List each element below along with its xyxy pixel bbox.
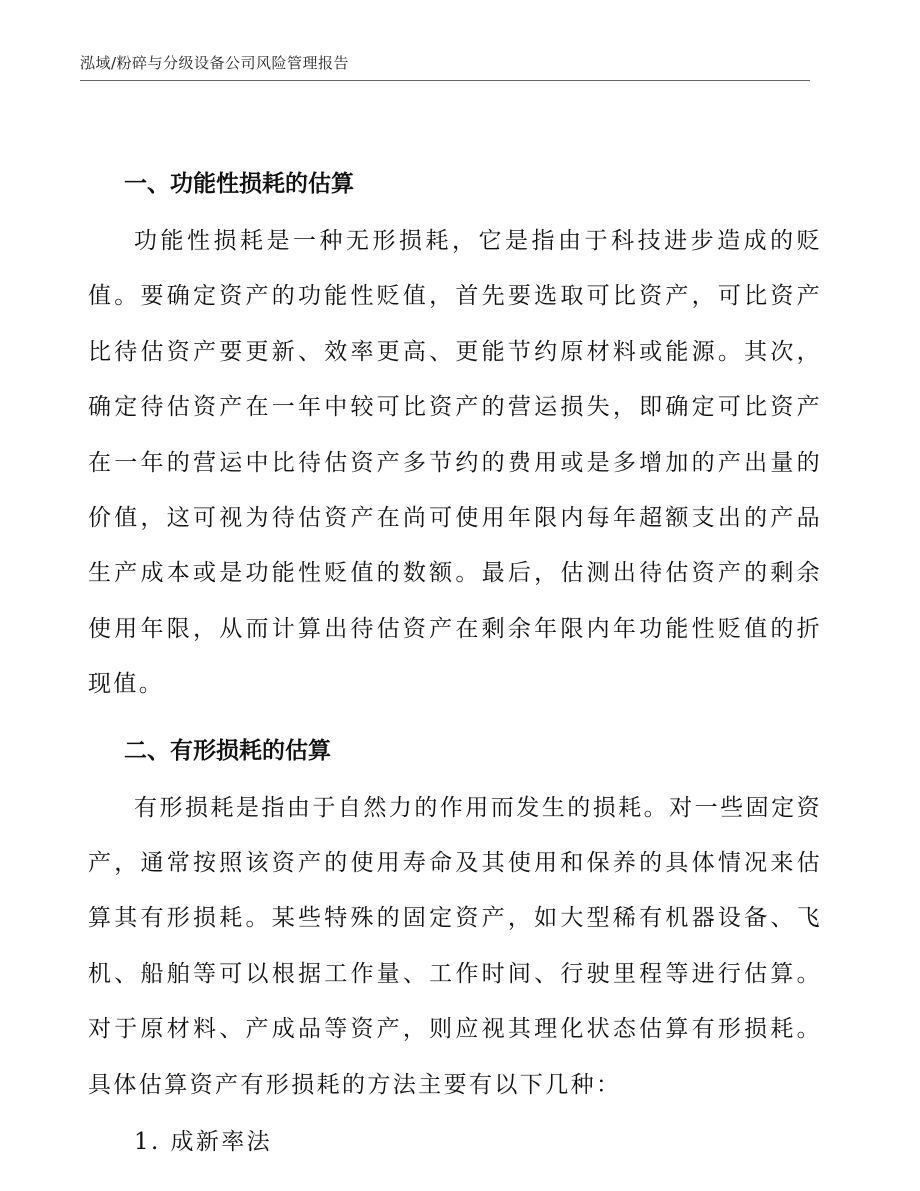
header-rule [80, 80, 810, 81]
section-paragraph-functional-loss: 功能性损耗是一种无形损耗，它是指由于科技进步造成的贬值。要确定资产的功能性贬值，首先要选取可比资产，可比资产比待估资产要更新、效率更高、更能节约原材料或能源。其次，确定待估资产在一年中较可比资产的营运损失，即确定可比资产在一年的营运中比待估资产多节约的费用或是多增加的产出量的价值，这可视为待估资产在尚可使用年限内每年超额支出的产品生产成本或是功能性贬值的数额。最后，估测出待估资产的剩余使用年限，从而计算出待估资产在剩余年限内年功能性贬值的折现值。 [88, 228, 822, 698]
list-item-depreciation-rate-method: 1. 成新率法 [134, 1129, 273, 1156]
section-paragraph-physical-loss: 有形损耗是指由于自然力的作用而发生的损耗。对一些固定资产，通常按照该资产的使用寿命及其使用和保养的具体情况来估算其有形损耗。某些特殊的固定资产，如大型稀有机器设备、飞机、船舶等可以根据工作量、工作时间、行驶里程等进行估算。对于原材料、产成品等资产，则应视其理化状态估算有形损耗。具体估算资产有形损耗的方法主要有以下几种： [88, 794, 822, 1098]
running-header: 泓域/粉碎与分级设备公司风险管理报告 [80, 54, 350, 72]
document-body [88, 154, 822, 1171]
section-heading-functional-loss: 一、功能性损耗的估算 [124, 171, 354, 197]
section-heading-physical-loss: 二、有形损耗的估算 [124, 737, 331, 764]
